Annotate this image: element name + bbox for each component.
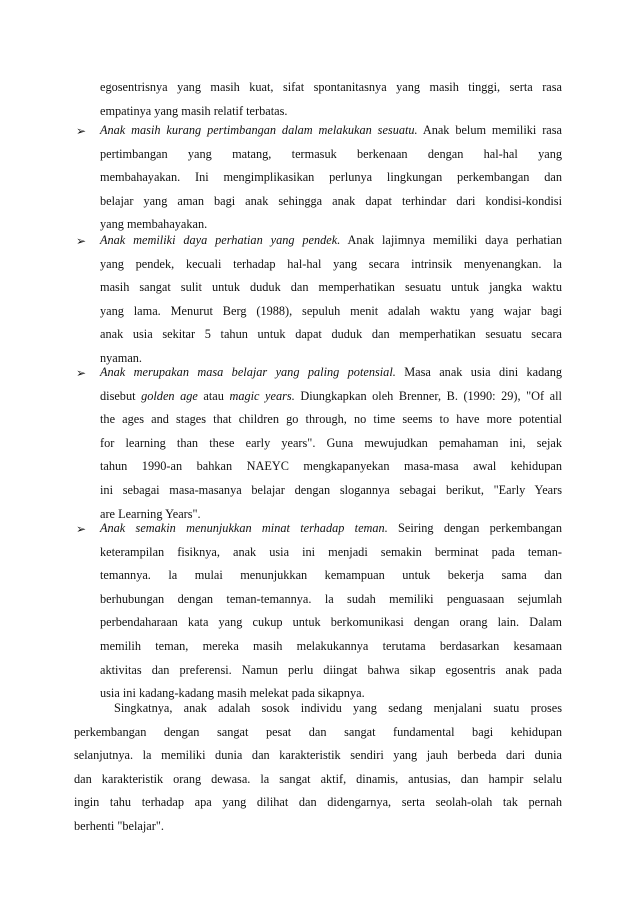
text-line: temannya. la mulai menunjukkan kemampuan untuk bekerja sama dan	[100, 568, 562, 583]
text-line: dan karakteristik orang dewasa. la sangat aktif, dinamis, antusias, dan hampir selalu	[74, 771, 562, 786]
text-line	[100, 385, 562, 409]
text-line: membahayakan. Ini mengimplikasikan perlunya lingkungan perkembangan dan	[100, 170, 562, 185]
text-line	[100, 229, 562, 253]
text-line: ini sebagai masa-masanya belajar dengan slogannya sebagai berikut, "Early Years	[100, 482, 562, 497]
text-run: Diungkapkan oleh Brenner, B. (1990: 29), "Of all	[294, 388, 562, 403]
bullet-heading: Anak memiliki daya perhatian yang pendek.	[100, 233, 341, 247]
text-line: ingin tahu terhadap apa yang dilihat dan didengarnya, serta seolah-olah tak pernah	[74, 795, 562, 810]
text-run: Anak belum memiliki rasa	[417, 123, 562, 137]
text-line: are Learning Years".	[100, 506, 201, 521]
text-run: Masa anak usia dini kadang	[395, 365, 563, 379]
italic-term: magic years.	[229, 388, 295, 403]
arrow-bullet-icon: ➢	[76, 234, 87, 248]
text-line	[100, 119, 562, 143]
arrow-bullet-icon: ➢	[76, 366, 87, 380]
text-line: keterampilan fisiknya, anak usia ini menjadi semakin berminat pada teman-	[100, 544, 562, 559]
text-run: disebut	[100, 388, 142, 403]
text-line: tahun 1990-an bahkan NAEYC mengkapanyekan masa-masa awal kehidupan	[100, 459, 562, 474]
text-line: perbendaharaan kata yang cukup untuk berkomunikasi dengan orang lain. Dalam	[100, 615, 562, 630]
text-line: pertimbangan yang matang, termasuk berkenaan dengan hal-hal yang	[100, 146, 562, 161]
text-line: yang membahayakan.	[100, 217, 208, 232]
text-line: nyaman.	[100, 350, 143, 365]
text-line: aktivitas dan preferensi. Namun perlu diingat bahwa sikap egosentris anak pada	[100, 662, 562, 677]
text-line: anak usia sekitar 5 tahun untuk dapat duduk dan memperhatikan sesuatu secara	[100, 327, 562, 342]
text-line: perkembangan dengan sangat pesat dan sangat fundamental bagi kehidupan	[74, 724, 562, 739]
text-run: atau	[197, 388, 230, 403]
text-line: yang lama. Menurut Berg (1988), sepuluh menit adalah waktu yang wajar bagi	[100, 303, 562, 318]
text-line: berhenti "belajar".	[74, 818, 164, 833]
text-line: belajar yang aman bagi anak sehingga anak dapat terhindar dari kondisi-kondisi	[100, 193, 562, 208]
text-run: Seiring dengan perkembangan	[387, 521, 562, 535]
text-line	[100, 517, 562, 541]
bullet-item-4	[100, 517, 562, 706]
closing-paragraph	[74, 697, 562, 839]
bullet-item-1	[100, 119, 562, 237]
text-line: the ages and stages that children go through, no time seems to have more potential	[100, 412, 562, 427]
bullet-item-2	[100, 229, 562, 371]
text-line	[100, 361, 562, 385]
arrow-bullet-icon: ➢	[76, 522, 87, 536]
bullet-heading: Anak merupakan masa belajar yang paling potensial.	[100, 365, 396, 379]
text-line: masih sangat sulit untuk duduk dan memperhatikan sesuatu untuk jangka waktu	[100, 280, 562, 295]
text-line: berhubungan dengan teman-temannya. la sudah memiliki penguasaan sejumlah	[100, 591, 562, 606]
arrow-bullet-icon: ➢	[76, 124, 87, 138]
continuation-paragraph	[100, 76, 562, 123]
bullet-heading: Anak masih kurang pertimbangan dalam melakukan sesuatu.	[100, 123, 418, 137]
italic-term: golden age	[141, 388, 198, 403]
text-line: yang pendek, kecuali terhadap hal-hal yang secara intrinsik menyenangkan. la	[100, 256, 562, 271]
text-line: egosentrisnya yang masih kuat, sifat spontanitasnya yang masih tinggi, serta rasa	[100, 80, 562, 94]
text-line: Singkatnya, anak adalah sosok individu yang sedang menjalani suatu proses	[114, 701, 562, 715]
bullet-item-3	[100, 361, 562, 526]
bullet-heading: Anak semakin menunjukkan minat terhadap teman.	[100, 521, 388, 535]
text-line: usia ini kadang-kadang masih melekat pada sikapnya.	[100, 686, 365, 701]
text-line: empatinya yang masih relatif terbatas.	[100, 103, 288, 118]
text-run: Anak lajimnya memiliki daya perhatian	[340, 233, 562, 247]
text-line: selanjutnya. la memiliki dunia dan karakteristik sendiri yang jauh berbeda dari dunia	[74, 748, 562, 763]
text-line: for learning than these early years". Guna mewujudkan pemahaman ini, sejak	[100, 435, 562, 450]
text-line: memilih teman, mereka masih melakukannya terutama berdasarkan kesamaan	[100, 638, 562, 653]
